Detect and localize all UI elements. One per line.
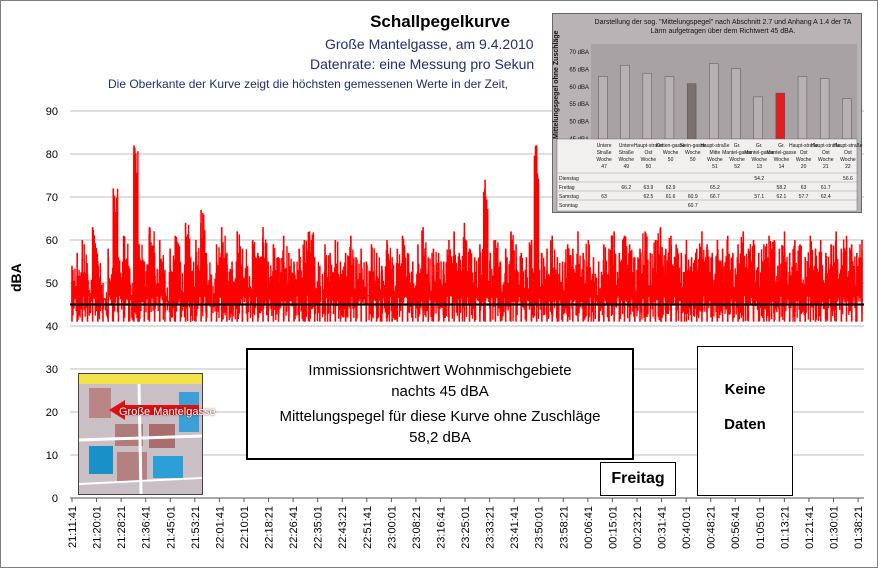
y-tick-label: 80 [45, 149, 58, 161]
inset-column-header: Gr. [778, 143, 785, 149]
inset-cell: 65.2 [710, 185, 720, 191]
y-tick-label: 40 [45, 321, 58, 333]
x-tick-label: 21:20:01 [91, 506, 104, 549]
inset-column-header: Straße [618, 150, 634, 156]
chart-title: Schallpegelkurve [370, 12, 510, 31]
inset-column-header: Woche [596, 157, 612, 163]
inset-column-header: Haupt-straße [788, 143, 819, 149]
inset-row-name: Samstag [559, 194, 579, 200]
x-tick-label: 22:43:21 [337, 506, 350, 549]
inset-column-header: Woche [729, 157, 745, 163]
inset-column-header: Ost [844, 150, 852, 156]
limit-info-box [246, 348, 634, 460]
x-tick-label: 00:40:01 [681, 506, 694, 549]
inset-column-header: 14 [778, 164, 785, 170]
x-tick-label: 21:53:21 [189, 506, 202, 549]
y-tick-label: 10 [45, 450, 58, 462]
info-line-average-value: 58,2 dBA [409, 429, 471, 446]
inset-cell: 58.2 [776, 185, 787, 191]
x-tick-label: 01:05:01 [754, 506, 767, 549]
x-tick-label: 00:48:21 [705, 506, 718, 549]
inset-column-header: 49 [623, 164, 630, 170]
inset-column-header: Mitte [709, 150, 721, 156]
inset-row-name: Freitag [559, 185, 575, 191]
x-tick-label: 00:23:21 [631, 506, 644, 549]
inset-cell: 54.2 [754, 176, 765, 182]
x-tick-label: 22:51:41 [361, 506, 374, 549]
inset-cell: 57.7 [798, 194, 809, 200]
inset-column-header: 13 [756, 164, 763, 170]
no-data-line1: Keine [724, 381, 766, 398]
inset-column-header: Mantel-gasse [722, 150, 753, 156]
inset-column-header: Haupt-straße [811, 143, 841, 149]
x-tick-label: 23:08:21 [410, 506, 423, 549]
inset-column-header: 52 [734, 164, 740, 170]
inset-y-tick: 50 dBA [569, 119, 589, 126]
y-tick-label: 50 [45, 278, 58, 290]
y-tick-label: 90 [45, 106, 58, 118]
inset-header: Darstellung der sog. "Mittelungspegel" nach Abschnitt 2.7 und Anhang A 1.4 der TA Lärm aufgetragen über dem Richtwert 45 dBA. [594, 19, 852, 35]
inset-column-header: Ost [821, 150, 830, 156]
inset-bar [798, 76, 807, 139]
inset-column-header: 51 [712, 164, 718, 170]
inset-cell: 66.2 [621, 185, 632, 191]
inset-bar [643, 73, 652, 139]
inset-y-axis-label: Mittelungspegel ohne Zuschläge [553, 30, 560, 139]
inset-column-header: Woche [618, 157, 634, 163]
x-tick-label: 23:16:41 [435, 506, 448, 549]
inset-column-header: Haupt-straße [700, 143, 730, 149]
inset-cell: 62.1 [776, 194, 787, 200]
x-tick-label: 23:41:41 [509, 506, 522, 549]
x-tick-label: 00:31:41 [656, 506, 669, 549]
inset-cell: 60.7 [687, 203, 698, 209]
y-tick-label: 0 [51, 493, 58, 505]
chart-subtitle-location: Große Mantelgasse, am 9.4.2010 [325, 36, 534, 52]
inset-cell: 63.9 [643, 185, 654, 191]
inset-column-header: 22 [845, 164, 851, 170]
inset-bar [776, 93, 785, 139]
inset-cell: 66.7 [710, 194, 720, 200]
inset-column-header: Untere [596, 143, 612, 149]
info-line-guideline: Immissionsrichtwert Wohnmischgebiete [308, 362, 572, 379]
inset-column-header: 20 [800, 164, 807, 170]
inset-column-header: Woche [795, 157, 812, 163]
inset-y-tick: 70 dBA [569, 50, 589, 56]
inset-column-header: Gr. [755, 143, 763, 149]
inset-cell: 60.9 [687, 194, 698, 200]
inset-y-tick: 65 dBA [569, 67, 589, 74]
x-tick-label: 00:06:41 [582, 506, 595, 549]
inset-bar [732, 69, 741, 139]
inset-column-header: 50 [667, 157, 674, 163]
inset-column-header: Haupt-straße [633, 143, 664, 149]
inset-column-header: Gr. [733, 143, 741, 149]
inset-column-header: 47 [601, 164, 607, 170]
x-tick-label: 23:58:21 [558, 506, 571, 549]
inset-row-name: Dienstag [559, 176, 579, 182]
x-tick-label: 22:35:01 [312, 506, 325, 549]
inset-column-header: Woche [751, 157, 767, 163]
inset-bar [842, 99, 851, 139]
inset-column-header: Ost [799, 150, 808, 156]
x-tick-label: 01:13:21 [779, 506, 792, 549]
x-tick-label: 21:28:21 [116, 506, 129, 549]
inset-column-header: Stein-gasse [679, 143, 706, 149]
inset-cell: 63 [800, 185, 807, 191]
inset-bar [709, 63, 718, 139]
x-tick-label: 21:11:41 [67, 506, 79, 549]
inset-column-header: 50 [689, 157, 696, 163]
day-label-box: Freitag [600, 462, 676, 496]
x-tick-label: 23:00:01 [386, 506, 399, 549]
x-tick-label: 22:10:01 [238, 506, 251, 549]
inset-column-header: Woche [840, 157, 856, 163]
y-tick-label: 60 [45, 235, 58, 247]
inset-row-name: Sonntag [559, 203, 578, 209]
inset-bar [754, 97, 763, 139]
inset-column-header: 21 [822, 164, 829, 170]
x-tick-label: 23:50:01 [533, 506, 546, 549]
x-tick-label: 23:25:01 [460, 506, 473, 549]
y-tick-label: 30 [45, 364, 58, 376]
inset-column-header: Mantel-gasse [744, 150, 775, 156]
inset-cell: 62.4 [820, 194, 831, 200]
inset-column-header: Ketten-gasse [655, 143, 686, 149]
inset-column-header: Mantel-gasse [766, 150, 797, 156]
y-tick-label: 70 [45, 192, 58, 204]
inset-column-header: Straße [596, 150, 612, 156]
x-tick-label: 22:18:21 [263, 506, 276, 549]
inset-y-tick: 55 dBA [569, 102, 589, 109]
inset-bar [820, 78, 829, 139]
inset-chart-graphic [553, 14, 861, 212]
map-graphic [79, 374, 202, 494]
inset-cell: 63 [601, 194, 607, 200]
inset-cell: 57.1 [754, 194, 765, 200]
inset-bar [665, 77, 674, 139]
inset-bar [687, 84, 696, 139]
inset-column-header: Ost [644, 150, 653, 156]
no-data-box [697, 346, 793, 496]
no-data-line2: Daten [724, 416, 766, 433]
inset-bar [599, 76, 608, 139]
inset-column-header: 50 [645, 164, 652, 170]
location-map-thumbnail [78, 373, 216, 495]
x-tick-label: 01:38:21 [853, 506, 866, 549]
inset-column-header: Untere [618, 143, 634, 149]
inset-bar [621, 65, 630, 139]
y-tick-label: 20 [45, 407, 58, 419]
inset-cell: 62.9 [665, 185, 676, 191]
x-tick-label: 22:01:41 [214, 506, 227, 549]
inset-column-header: Woche [818, 157, 834, 163]
x-tick-label: 21:45:01 [165, 506, 178, 549]
x-tick-label: 01:30:01 [828, 506, 841, 549]
x-tick-label: 00:56:41 [730, 506, 743, 549]
chart-subtitle-note: Die Oberkante der Kurve zeigt die höchsten gemessenen Werte in der Zeit, [108, 77, 508, 91]
info-line-night-limit: nachts 45 dBA [391, 383, 489, 400]
inset-column-header: Woche [707, 157, 723, 163]
inset-cell: 56.6 [843, 176, 853, 182]
map-street-label: Große Mantelgasse [119, 406, 216, 418]
inset-cell: 62.5 [643, 194, 654, 200]
x-tick-label: 00:15:01 [607, 506, 620, 549]
inset-column-header: Woche [662, 150, 679, 156]
inset-average-chart [552, 13, 862, 213]
inset-column-header: Woche [685, 150, 701, 156]
y-axis-label: dBA [8, 263, 24, 292]
inset-cell: 61.6 [665, 194, 676, 200]
x-tick-label: 21:36:41 [140, 506, 153, 549]
inset-cell: 61.7 [820, 185, 831, 191]
info-line-average-label: Mittelungspegel für diese Kurve ohne Zuschläge [279, 408, 601, 425]
inset-column-header: Woche [773, 157, 790, 163]
inset-y-tick: 60 dBA [569, 84, 589, 91]
x-tick-label: 22:26:41 [288, 506, 301, 549]
inset-column-header: Woche [640, 157, 657, 163]
chart-subtitle-rate: Datenrate: eine Messung pro Sekun [310, 56, 535, 72]
inset-column-header: Haupt-straße [833, 143, 863, 149]
inset-plot-area [591, 44, 857, 139]
x-tick-label: 23:33:21 [484, 506, 497, 549]
x-tick-label: 01:21:41 [803, 506, 816, 549]
